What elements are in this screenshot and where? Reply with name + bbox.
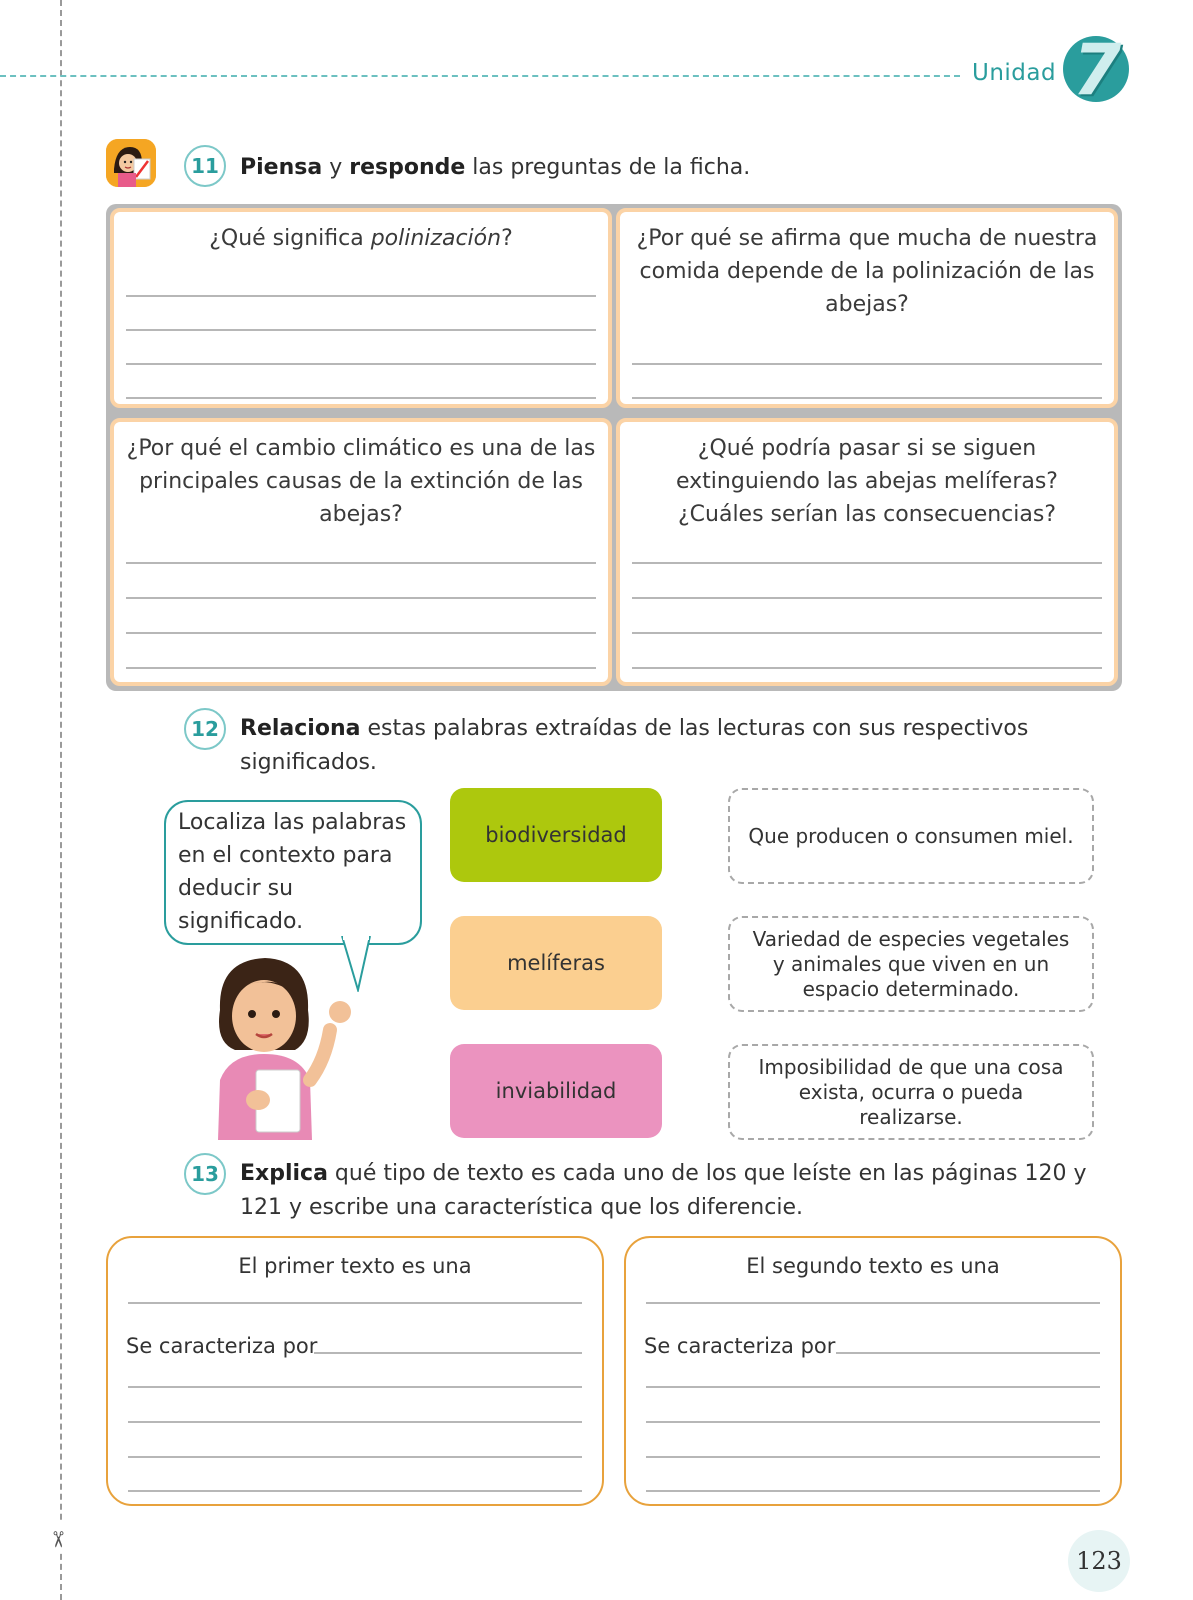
activity-11-number: 11 [184,145,226,187]
scissors-icon: ✂ [44,1530,70,1549]
answer-line[interactable] [126,562,596,564]
word-label: melíferas [507,951,605,975]
answer-line[interactable] [632,562,1102,564]
word-card-meliferas[interactable] [450,916,662,1010]
answer-line[interactable] [646,1421,1100,1423]
answer-line[interactable] [128,1302,582,1304]
answer-line[interactable] [128,1421,582,1423]
answer-line[interactable] [126,329,596,331]
answer-line[interactable] [646,1456,1100,1458]
answer-box-second-text [624,1236,1122,1506]
word-card-inviabilidad[interactable] [450,1044,662,1138]
page-number: 123 [1068,1530,1130,1592]
header-divider [0,75,960,77]
answer-line[interactable] [128,1456,582,1458]
question-2-text: ¿Por qué se afirma que mucha de nuestra comida depende de la polinización de las abejas? [636,226,1098,317]
speech-bubble-text: Localiza las palabras en el contexto para deducir su significado. [178,810,407,934]
answer-line[interactable] [128,1386,582,1388]
unit-number: 7 [1072,29,1122,111]
question-card-1 [110,208,612,408]
first-text-title: El primer texto es una [238,1254,472,1278]
first-text-label: Se caracteriza por [126,1334,318,1358]
answer-line[interactable] [126,295,596,297]
question-4-text: ¿Qué podría pasar si se siguen extinguiendo las abejas melíferas? ¿Cuáles serían las consecuencias? [676,436,1058,527]
writing-girl-icon [106,139,156,187]
question-card-3 [110,418,612,686]
answer-line[interactable] [632,667,1102,669]
answer-line[interactable] [632,597,1102,599]
answer-line[interactable] [632,363,1102,365]
word-card-biodiversidad[interactable] [450,788,662,882]
answer-line[interactable] [314,1352,582,1354]
answer-line[interactable] [646,1386,1100,1388]
answer-line[interactable] [126,397,596,399]
definition-text: Imposibilidad de que una cosa exista, ocurra o pueda realizarse. [758,1054,1064,1129]
activity-13-instruction: Explica qué tipo de texto es cada uno de los que leíste en las páginas 120 y 121 y escribe una característica que los diferencie. [240,1161,1087,1220]
word-label: inviabilidad [495,1079,617,1103]
question-card-4 [616,418,1118,686]
answer-line[interactable] [646,1302,1100,1304]
question-card-2 [616,208,1118,408]
question-3-text: ¿Por qué el cambio climático es una de las principales causas de la extinción de las abejas? [126,436,596,527]
answer-line[interactable] [126,363,596,365]
answer-line[interactable] [126,667,596,669]
answer-line[interactable] [646,1490,1100,1492]
question-1-text: ¿Qué significa polinización? [209,226,513,251]
answer-line[interactable] [632,397,1102,399]
word-label: biodiversidad [485,823,627,847]
answer-line[interactable] [836,1352,1100,1354]
cut-line [60,0,62,1600]
answer-line[interactable] [126,597,596,599]
answer-line[interactable] [128,1490,582,1492]
answer-line[interactable] [632,632,1102,634]
answer-box-first-text [106,1236,604,1506]
unit-label: Unidad [972,60,1057,86]
second-text-title: El segundo texto es una [746,1254,1000,1278]
question-card-grid [106,204,1122,691]
definition-card-3[interactable] [728,1044,1094,1140]
girl-illustration [200,950,380,1140]
activity-11-instruction: Piensa y responde las preguntas de la ficha. [240,155,751,180]
definition-card-2[interactable] [728,916,1094,1012]
definition-card-1[interactable] [728,788,1094,884]
definition-text: Variedad de especies vegetales y animales que viven en un espacio determinado. [752,926,1070,1001]
activity-12-instruction: Relaciona estas palabras extraídas de las lecturas con sus respectivos significados. [240,716,1029,775]
activity-13-number: 13 [184,1153,226,1195]
definition-text: Que producen o consumen miel. [748,823,1074,848]
second-text-label: Se caracteriza por [644,1334,836,1358]
activity-12-number: 12 [184,708,226,750]
answer-line[interactable] [126,632,596,634]
